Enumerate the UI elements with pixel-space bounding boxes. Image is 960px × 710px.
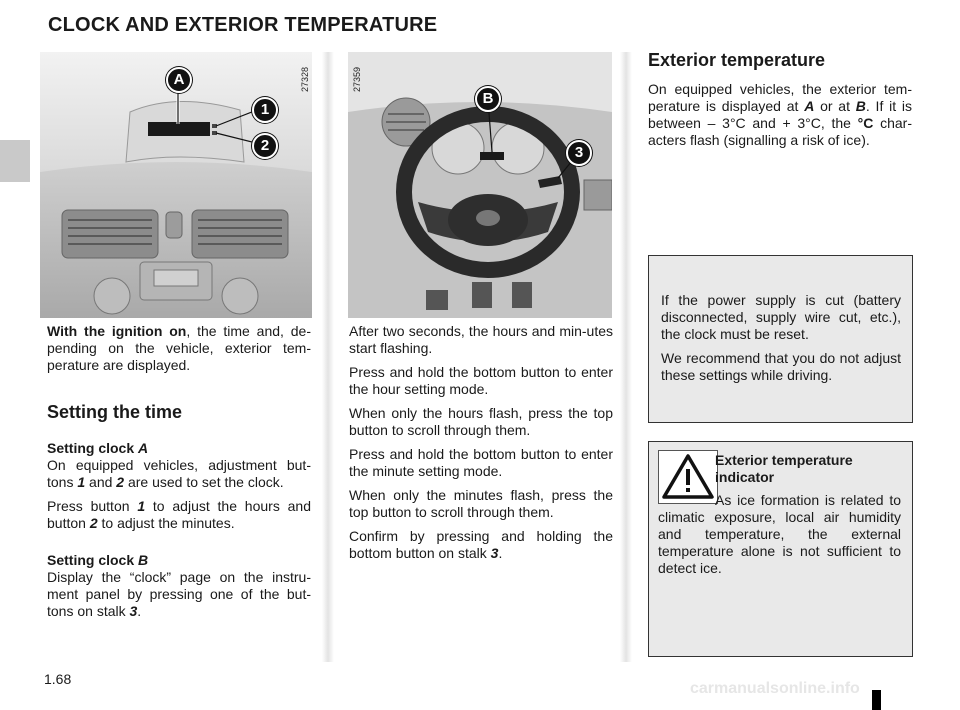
warning-box <box>648 441 913 657</box>
step-text: . <box>498 545 503 561</box>
column-3-text <box>648 50 912 149</box>
clock-a-text: are used to set the clock. <box>124 474 284 490</box>
clock-b-paragraph <box>47 569 311 620</box>
clock-a-text: and <box>85 474 117 490</box>
clock-b-text: Display the “clock” page on the instru-ment panel by pressing one of the but-tons on stalk <box>47 569 311 619</box>
setting-time-heading: Setting the time <box>47 402 183 422</box>
press-button-paragraph <box>47 498 311 532</box>
press-text: to adjust the minutes. <box>97 515 235 531</box>
intro-paragraph <box>47 323 311 374</box>
display-ref-b: B <box>855 98 866 114</box>
column-divider <box>322 52 334 662</box>
step-paragraph: Press and hold the bottom button to enter the hour setting mode. <box>349 364 613 397</box>
note-paragraph: If the power supply is cut (battery disconnected, supply wire cut, etc.), the clock must be reset. <box>661 292 901 342</box>
stalk-ref-3: 3 <box>129 603 138 619</box>
button-ref-2: 2 <box>116 474 125 490</box>
column-1-text <box>47 323 311 620</box>
temp-text: . If it is between – 3°C and + 3°C, the <box>648 98 912 131</box>
clock-a-paragraph <box>47 457 311 491</box>
step-paragraph: After two seconds, the hours and min-utes start flashing. <box>349 323 613 356</box>
press-text: to adjust the hours and button <box>47 498 311 531</box>
watermark: carmanualsonline.info <box>690 680 860 697</box>
warning-text: As ice formation is related to climatic exposure, local air humidity and temperature, the external temperature alone is not sufficient to detect ice. <box>658 492 901 576</box>
clock-a-text: On equipped vehicles, adjustment but-tons <box>47 457 311 490</box>
step-paragraph: When only the hours flash, press the top button to scroll through them. <box>349 405 613 438</box>
callout-1: 1 <box>252 97 278 123</box>
temp-text: On equipped vehicles, the exterior tem-perature is displayed at <box>648 81 912 114</box>
warning-title: Exterior temperature indicator <box>715 452 853 485</box>
callout-a: A <box>166 67 192 93</box>
step-paragraph: When only the minutes flash, press the top button to scroll through them. <box>349 487 613 520</box>
stalk-ref-3: 3 <box>490 545 499 561</box>
figure-code: 27359 <box>352 66 362 92</box>
display-ref-a: A <box>804 98 815 114</box>
page-number: 1.68 <box>44 671 72 687</box>
exterior-temperature-paragraph <box>648 81 912 149</box>
temp-text: char-acters flash (signalling a risk of ice). <box>648 115 912 148</box>
celsius-unit: °C <box>857 115 874 131</box>
clock-b-heading <box>47 552 311 569</box>
corner-mark <box>872 690 881 710</box>
callout-2: 2 <box>252 133 278 159</box>
note-box <box>648 255 913 423</box>
button-ref-1: 1 <box>77 474 86 490</box>
section-tab <box>0 140 30 182</box>
clock-a-letter: A <box>138 440 149 456</box>
callout-b: B <box>475 86 501 112</box>
column-divider <box>620 52 632 662</box>
temp-text: or at <box>814 98 856 114</box>
figure-code: 27328 <box>300 66 310 92</box>
step-text: Confirm by pressing and holding the bottom button on stalk <box>349 528 613 561</box>
clock-a-label: Setting clock <box>47 440 139 456</box>
intro-bold: With the ignition on <box>47 323 187 339</box>
column-2-text <box>349 323 613 562</box>
clock-b-text: . <box>137 603 142 619</box>
button-ref-1: 1 <box>137 498 146 514</box>
step-paragraph <box>349 528 613 562</box>
callout-3: 3 <box>566 140 592 166</box>
exterior-temperature-heading: Exterior temperature <box>648 50 826 70</box>
note-paragraph: We recommend that you do not adjust these settings while driving. <box>661 350 901 383</box>
clock-a-heading <box>47 440 311 457</box>
page-title: CLOCK AND EXTERIOR TEMPERATURE <box>48 14 438 36</box>
intro-text: , the time and, de-pending on the vehicle, exterior tem-perature are displayed. <box>47 323 311 373</box>
press-text: Press button <box>47 498 138 514</box>
button-ref-2: 2 <box>89 515 98 531</box>
clock-b-letter: B <box>138 552 149 568</box>
clock-b-label: Setting clock <box>47 552 139 568</box>
step-paragraph: Press and hold the bottom button to enter the minute setting mode. <box>349 446 613 479</box>
